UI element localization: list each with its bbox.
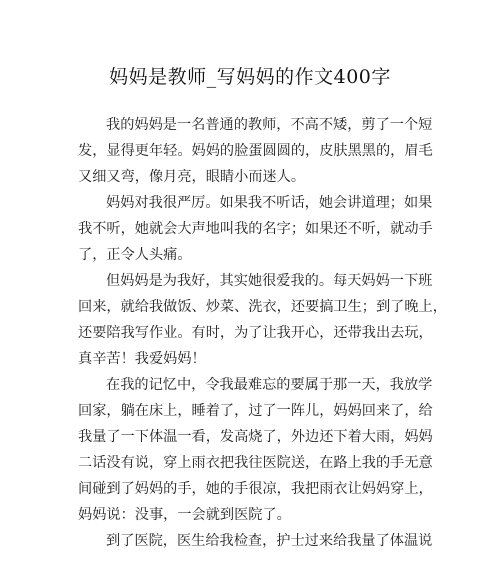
- document-title: 妈妈是教师_写妈妈的作文400字: [109, 66, 391, 88]
- paragraph-4-line-3: 我量了一下体温一看，发高烧了，外边还下着大雨，妈妈: [78, 429, 433, 445]
- paragraph-3-line-2: 回来，就给我做饭、炒菜、洗衣，还要搞卫生；到了晚上，: [78, 299, 447, 315]
- paragraph-3-line-3: 还要陪我写作业。有时，为了让我开心，还带我出去玩，: [78, 325, 433, 341]
- document-body: [78, 112, 447, 554]
- paragraph-4-line-2: 回家，躺在床上，睡着了，过了一阵儿，妈妈回来了，给: [78, 403, 433, 419]
- page-bottom-fade: [0, 552, 500, 566]
- paragraph-3-line-1: 但妈妈是为我好，其实她很爱我的。每天妈妈一下班: [106, 273, 433, 289]
- paragraph-3-line-4: 真辛苦！我爱妈妈！: [78, 351, 206, 367]
- paragraph-5-line-1: 到了医院，医生给我检查，护士过来给我量了体温说: [106, 533, 433, 549]
- paragraph-1-line-2: 发，显得更年轻。妈妈的脸蛋圆圆的，皮肤黑黑的，眉毛: [78, 143, 433, 159]
- paragraph-1-line-1: 我的妈妈是一名普通的教师，不高不矮，剪了一个短: [106, 117, 433, 133]
- paragraph-1-line-3: 又细又弯，像月亮，眼睛小而迷人。: [78, 169, 306, 185]
- paragraph-4-line-4: 二话没有说，穿上雨衣把我往医院送，在路上我的手无意: [78, 455, 433, 471]
- paragraph-2-line-3: 了，正令人头痛。: [78, 247, 192, 263]
- paragraph-4-line-1: 在我的记忆中，令我最难忘的要属于那一天，我放学: [106, 377, 433, 393]
- paragraph-4-line-6: 妈妈说：没事，一会就到医院了。: [78, 507, 291, 523]
- paragraph-2-line-2: 我不听，她就会大声地叫我的名字；如果还不听，就动手: [78, 221, 433, 237]
- paragraph-2-line-1: 妈妈对我很严厉。如果我不听话，她会讲道理；如果: [106, 195, 433, 211]
- paragraph-4-line-5: 间碰到了妈妈的手，她的手很凉，我把雨衣让妈妈穿上，: [78, 481, 433, 497]
